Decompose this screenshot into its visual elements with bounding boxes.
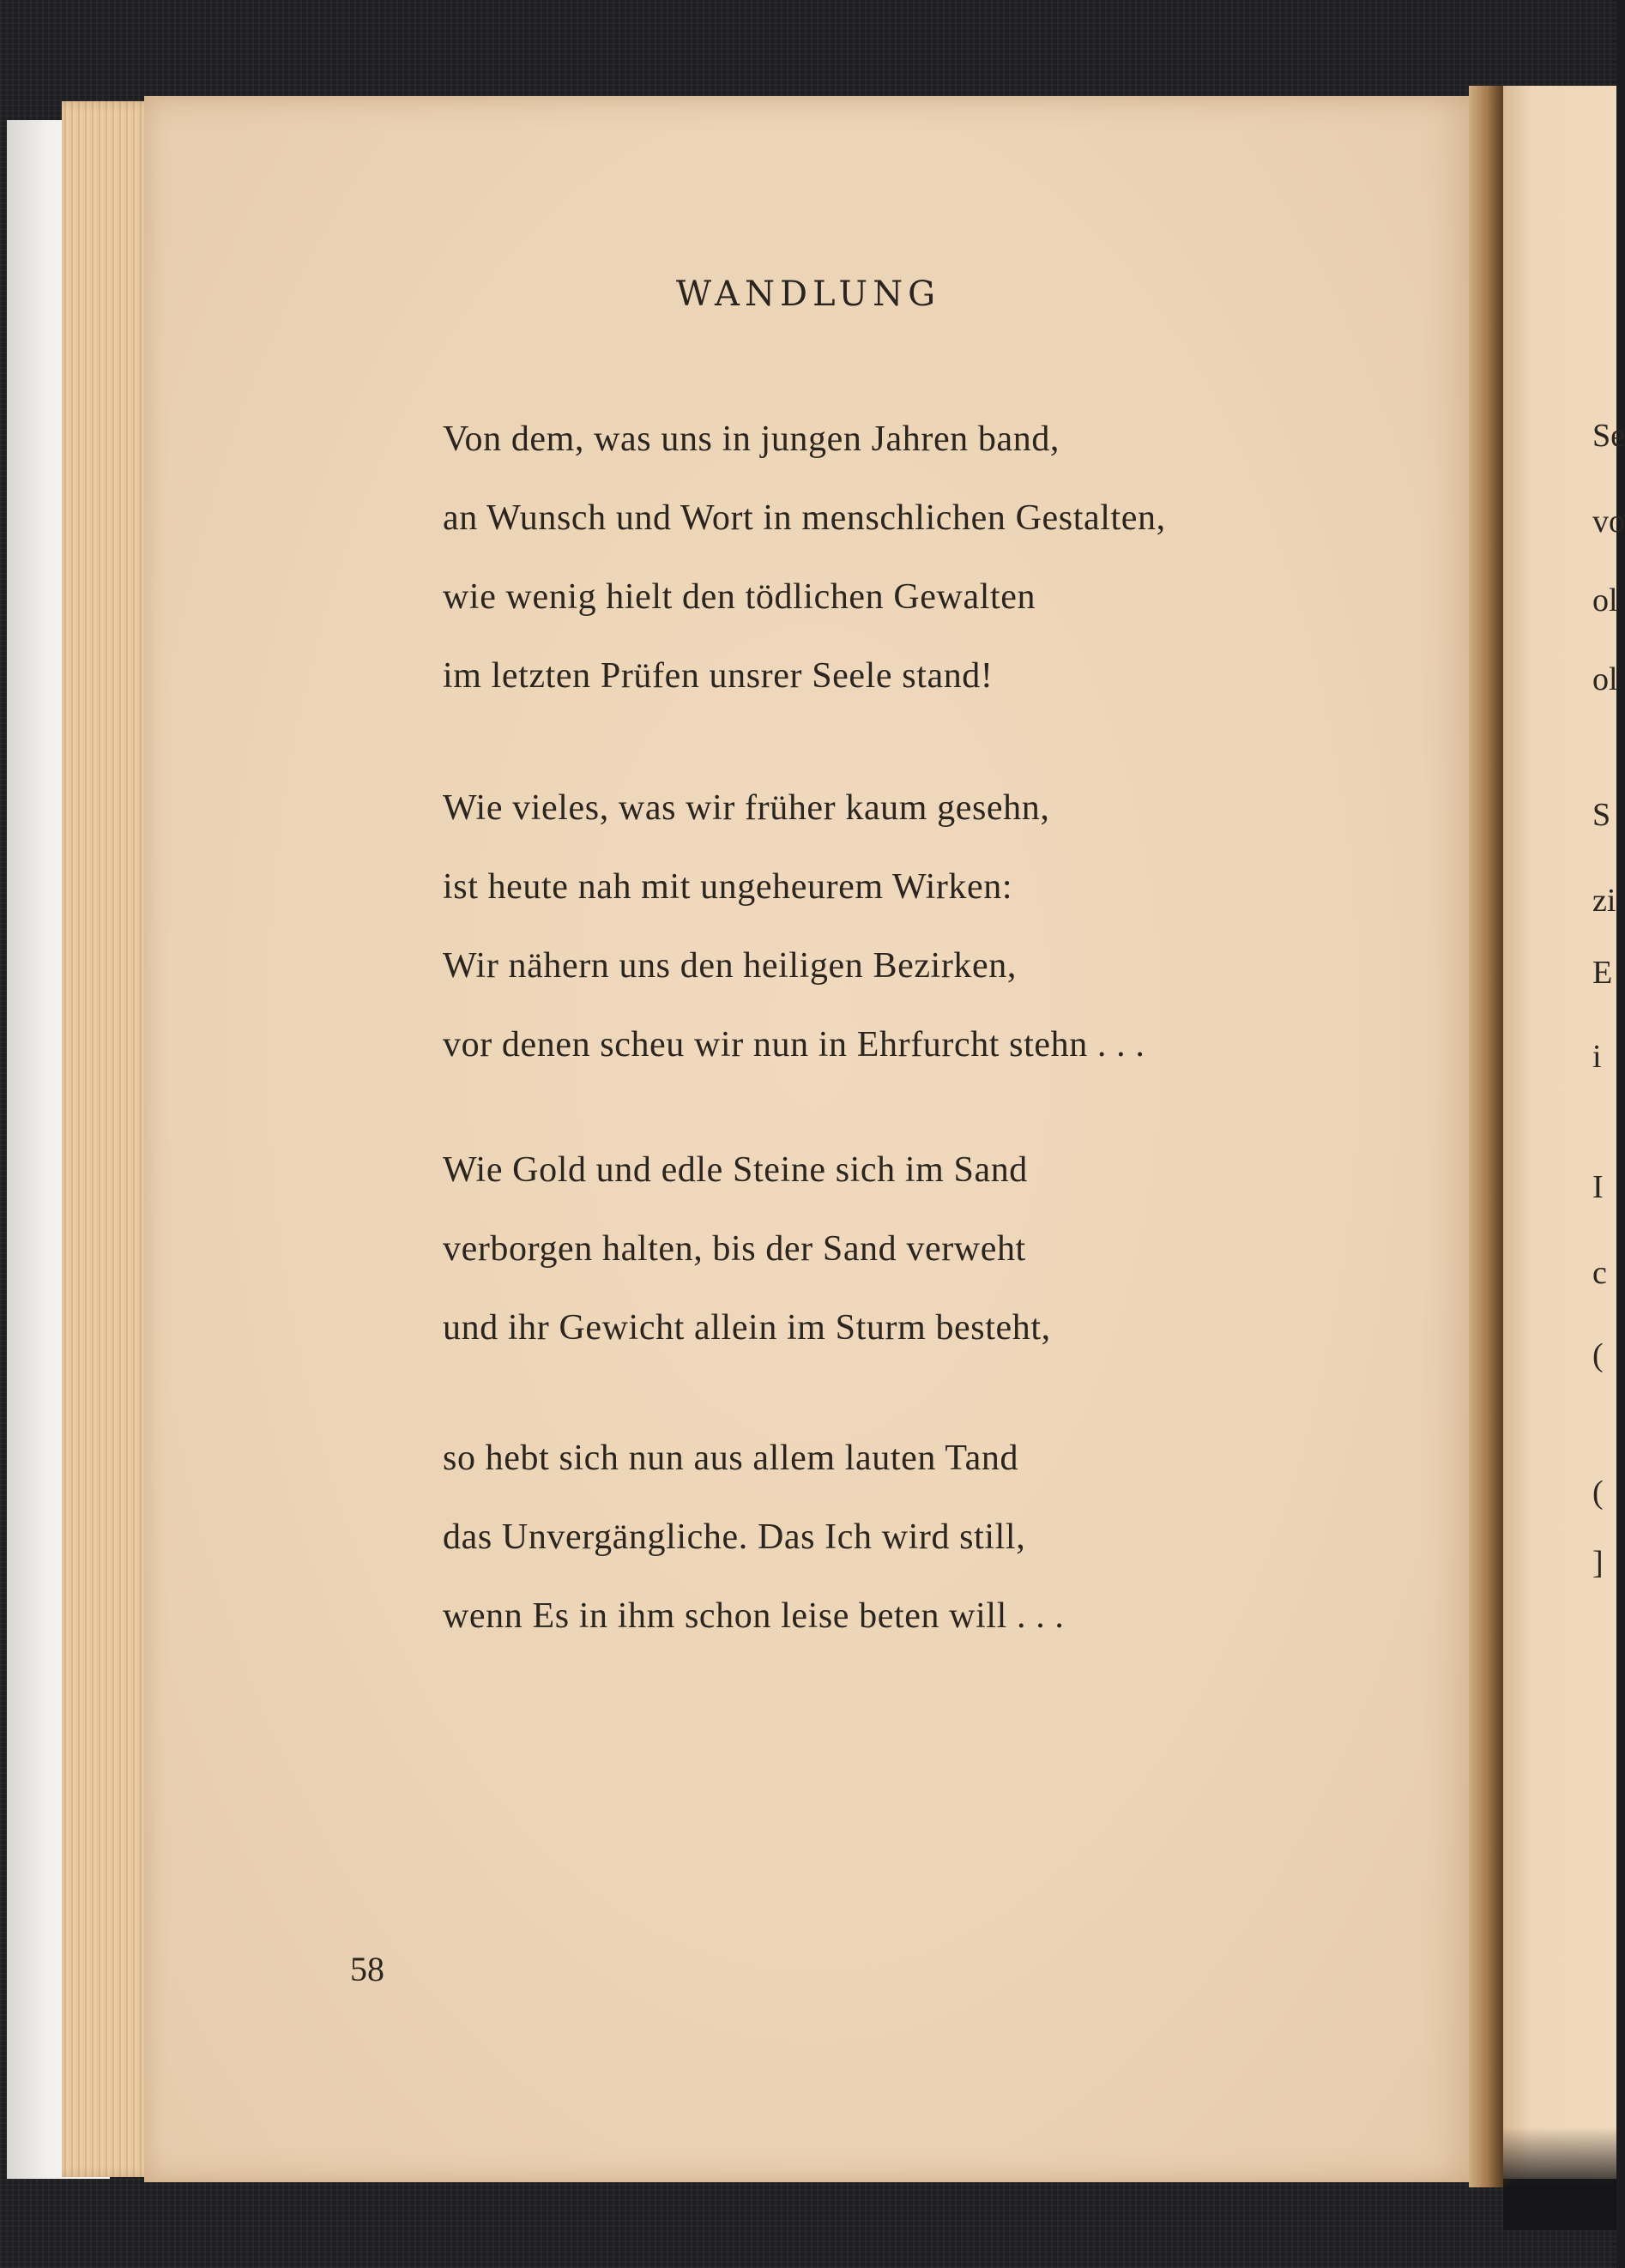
- poem-line: Von dem, was uns in jungen Jahren band,: [443, 419, 1060, 459]
- poem-line: das Unvergängliche. Das Ich wird still,: [443, 1517, 1026, 1557]
- stanza-3: [443, 1131, 1051, 1367]
- poem-line: an Wunsch und Wort in menschlichen Gestalten,: [443, 498, 1166, 538]
- stanza-4: [443, 1419, 1065, 1656]
- right-page-fragment: c: [1592, 1255, 1607, 1291]
- right-page-fragment: ol: [1592, 582, 1618, 618]
- poem-line: so hebt sich nun aus allem lauten Tand: [443, 1439, 1019, 1478]
- right-page-fragment: (: [1592, 1475, 1604, 1511]
- right-page-fragment: i: [1592, 1039, 1602, 1075]
- stanza-2: [443, 769, 1145, 1084]
- right-page-fragment: S: [1592, 797, 1611, 833]
- page-block-edges: [62, 101, 156, 2177]
- poem-line: im letzten Prüfen unsrer Seele stand!: [443, 656, 994, 696]
- poem-line: Wie Gold und edle Steine sich im Sand: [443, 1150, 1028, 1190]
- poem-line: und ihr Gewicht allein im Sturm besteht,: [443, 1308, 1051, 1348]
- poem-line: ist heute nah mit ungeheurem Wirken:: [443, 867, 1013, 907]
- poem-line: wie wenig hielt den tödlichen Gewalten: [443, 577, 1036, 617]
- right-page-fragment: vo: [1592, 504, 1625, 540]
- right-page-fragment: ]: [1592, 1545, 1604, 1581]
- right-page-fragment: E: [1592, 955, 1613, 991]
- right-page-fragment: (: [1592, 1337, 1604, 1373]
- poem-line: verborgen halten, bis der Sand verweht: [443, 1229, 1026, 1269]
- right-page-text-fragments: [1592, 0, 1625, 2268]
- right-page-fragment: ol: [1592, 661, 1618, 697]
- right-page-fragment: zi: [1592, 883, 1616, 919]
- poem-title: WANDLUNG: [675, 274, 941, 314]
- stanza-1: [443, 400, 1166, 715]
- poem-line: Wir nähern uns den heiligen Bezirken,: [443, 946, 1017, 986]
- right-page-fragment: Se: [1592, 418, 1625, 454]
- right-page-fragment: I: [1592, 1169, 1604, 1205]
- poem-line: wenn Es in ihm schon leise beten will . . .: [443, 1596, 1065, 1636]
- page-number: 58: [350, 1950, 384, 1988]
- poem-line: Wie vieles, was wir früher kaum gesehn,: [443, 788, 1050, 828]
- poem-line: vor denen scheu wir nun in Ehrfurcht stehn . . .: [443, 1025, 1145, 1065]
